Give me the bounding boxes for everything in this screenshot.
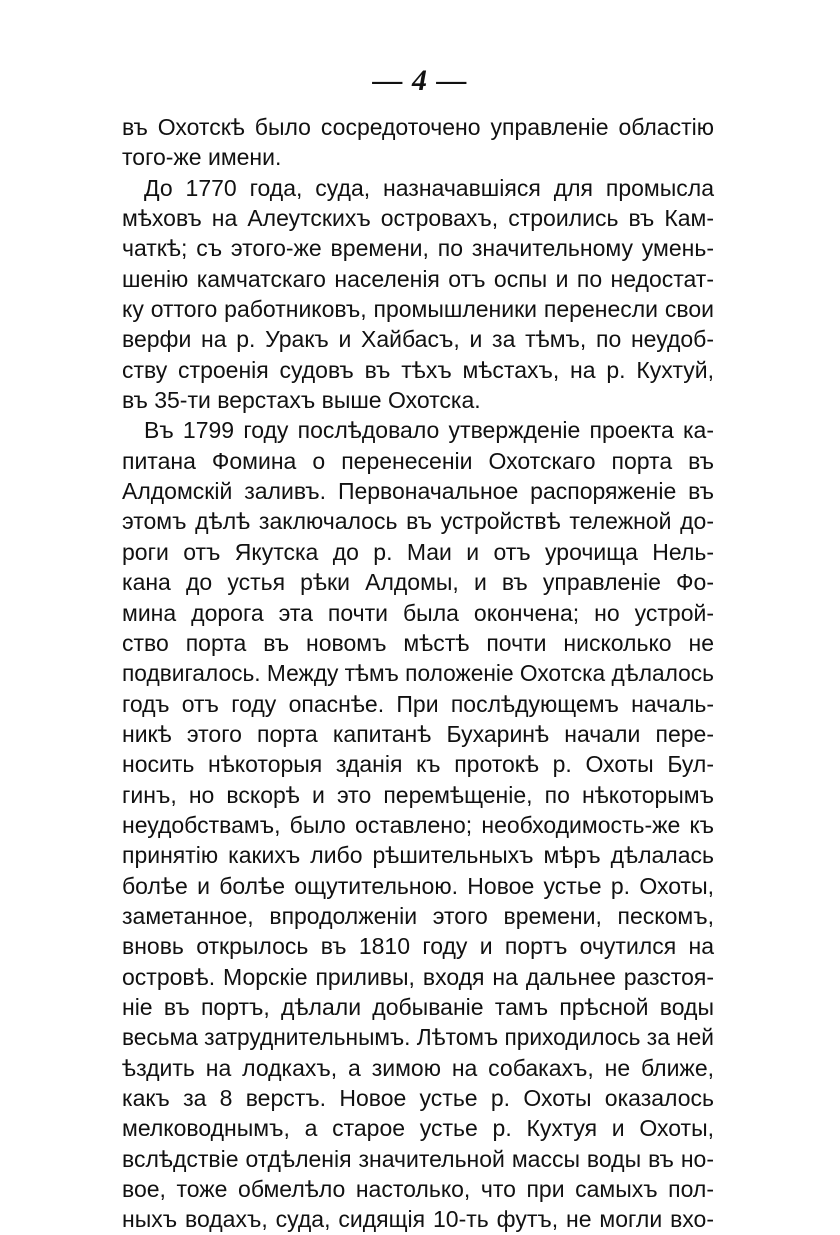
- text-line: носить нѣкоторыя зданія къ протокѣ р. Охоты Бул-: [122, 751, 714, 778]
- text-line: въ Охотскѣ было сосредоточено управленіе областію: [122, 114, 714, 140]
- text-line: верфи на р. Уракъ и Хайбасъ, и за тѣмъ, по неудоб-: [122, 326, 714, 353]
- text-line: никѣ этого порта капитанѣ Бухаринѣ начали пере-: [122, 720, 714, 747]
- text-line: вое, тоже обмелѣло настолько, что при самыхъ пол-: [122, 1176, 714, 1203]
- text-line: заметанное, впродолженіи этого времени, пескомъ,: [122, 902, 714, 929]
- text-line: роги отъ Якутска до р. Маи и отъ урочища Нель-: [122, 538, 714, 565]
- text-line: До 1770 года, суда, назначавшіяся для промысла: [144, 174, 714, 201]
- text-line: принятію какихъ либо рѣшительныхъ мѣръ дѣлалась: [122, 842, 714, 869]
- text-line: мѣховъ на Алеутскихъ островахъ, строились въ Кам-: [122, 205, 714, 232]
- body-text: [122, 112, 714, 1235]
- text-line: того-же имени.: [122, 144, 282, 171]
- text-line: чаткѣ; съ этого-же времени, по значительному умень-: [122, 235, 714, 262]
- text-line: ству строенія судовъ въ тѣхъ мѣстахъ, на р. Кухтуй,: [122, 356, 714, 383]
- text-line: питана Фомина о перенесеніи Охотскаго порта въ: [122, 447, 714, 474]
- text-line: кана до устья рѣки Алдомы, и въ управленіе Фо-: [122, 569, 714, 596]
- text-line: мелководнымъ, а старое устье р. Кухтуя и Охоты,: [122, 1115, 714, 1142]
- text-line: въ 35-ти верстахъ выше Охотска.: [122, 387, 481, 414]
- text-line: вслѣдствіе отдѣленія значительной массы воды въ но-: [122, 1145, 714, 1172]
- text-line: вновь открылось въ 1810 году и портъ очутился на: [122, 933, 714, 960]
- text-line: ѣздить на лодкахъ, а зимою на собакахъ, не ближе,: [122, 1054, 714, 1081]
- text-line: весьма затруднительнымъ. Лѣтомъ приходилось за ней: [122, 1024, 714, 1051]
- text-line: болѣе и болѣе ощутительною. Новое устье р. Охоты,: [122, 872, 714, 899]
- text-line: ныхъ водахъ, суда, сидящія 10-ть футъ, не могли вхо-: [122, 1206, 714, 1233]
- text-line: Въ 1799 году послѣдовало утвержденіе проекта ка-: [144, 417, 714, 444]
- page-number: — 4 —: [372, 64, 468, 97]
- text-line: мина дорога эта почти была окончена; но устрой-: [122, 599, 714, 626]
- text-line: гинъ, но вскорѣ и это перемѣщеніе, по нѣкоторымъ: [122, 781, 714, 808]
- text-line: Алдомскій заливъ. Первоначальное распоряженіе въ: [122, 478, 714, 505]
- text-line: ніе въ портъ, дѣлали добываніе тамъ прѣсной воды: [122, 993, 714, 1020]
- text-line: неудобствамъ, было оставлено; необходимость-же къ: [122, 811, 714, 838]
- text-line: шенію камчатскаго населенія отъ оспы и по недостат-: [122, 265, 714, 292]
- text-line: подвигалось. Между тѣмъ положеніе Охотска дѣлалось: [122, 660, 714, 687]
- text-line: ку оттого работниковъ, промышленики перенесли свои: [122, 296, 714, 323]
- text-line: годъ отъ году опаснѣе. При послѣдующемъ началь-: [122, 690, 714, 717]
- text-line: какъ за 8 верстъ. Новое устье р. Охоты оказалось: [122, 1085, 714, 1111]
- text-line: этомъ дѣлѣ заключалось въ устройствѣ тележной до-: [122, 508, 714, 535]
- text-line: ство порта въ новомъ мѣстѣ почти нисколько не: [122, 629, 714, 656]
- text-line: островѣ. Морскіе приливы, входя на дальнее разстоя-: [122, 963, 714, 990]
